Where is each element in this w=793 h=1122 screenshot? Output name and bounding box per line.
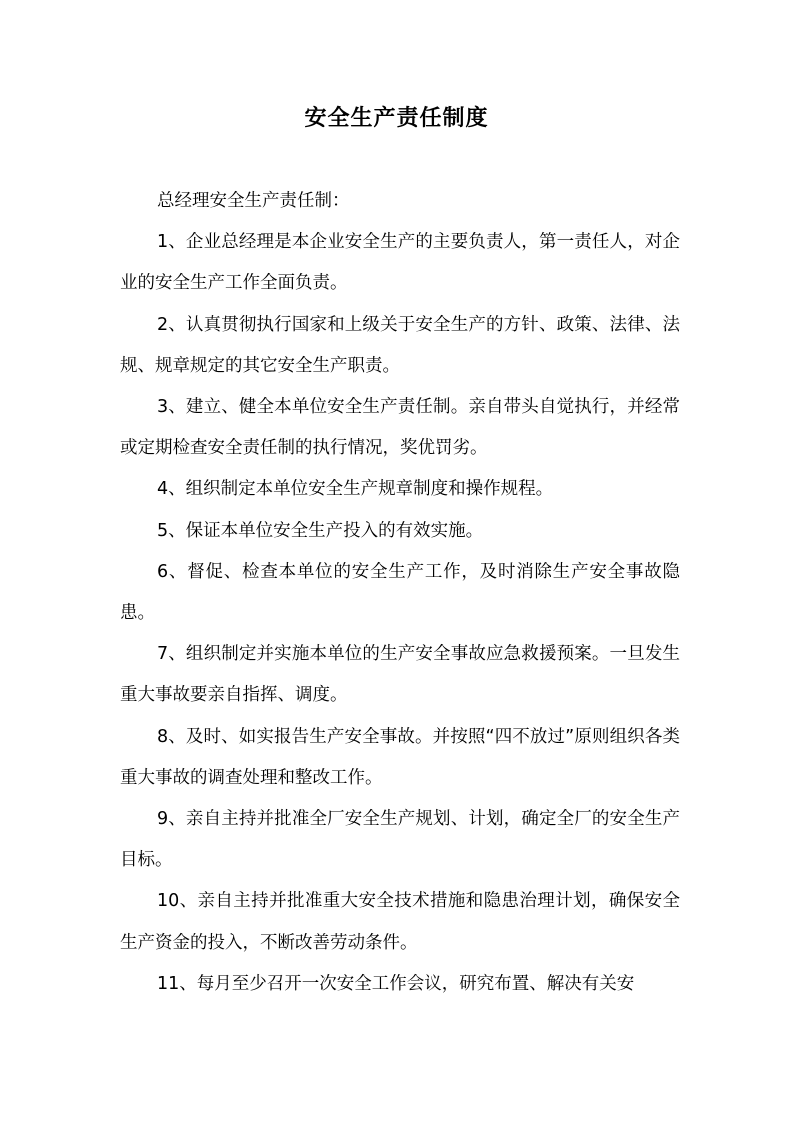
- paragraph-item-11: 11、每月至少召开一次安全工作会议，研究布置、解决有关安: [157, 973, 635, 994]
- paragraph-item-7: 7、组织制定并实施本单位的生产安全事故应急救援预案。一旦发生重大事故要亲自指挥、调度。: [120, 644, 680, 706]
- paragraph-item-8: 8、及时、如实报告生产安全事故。并按照“四不放过”原则组织各类重大事故的调查处理和整改工作。: [120, 726, 680, 788]
- paragraph-item-2: 2、认真贯彻执行国家和上级关于安全生产的方针、政策、法律、法规、规章规定的其它安全生产职责。: [120, 314, 680, 376]
- document-body: [120, 181, 680, 1005]
- paragraph-item-6: 6、督促、检查本单位的安全生产工作，及时消除生产安全事故隐患。: [120, 561, 680, 624]
- paragraph-item-3: 3、建立、健全本单位安全生产责任制。亲自带头自觉执行，并经常或定期检查安全责任制的执行情况，奖优罚劣。: [120, 397, 680, 459]
- paragraph-item-5: 5、保证本单位安全生产投入的有效实施。: [157, 520, 484, 541]
- paragraph-item-10: 10、亲自主持并批准重大安全技术措施和隐患治理计划，确保安全生产资金的投入，不断改善劳动条件。: [120, 891, 680, 953]
- paragraph-item-9: 9、亲自主持并批准全厂安全生产规划、计划，确定全厂的安全生产目标。: [120, 809, 680, 871]
- paragraph-intro: 总经理安全生产责任制：: [157, 191, 350, 211]
- paragraph-item-1: 1、企业总经理是本企业安全生产的主要负责人，第一责任人，对企业的安全生产工作全面负责。: [120, 232, 680, 294]
- paragraph-item-4: 4、组织制定本单位安全生产规章制度和操作规程。: [157, 479, 554, 500]
- document-title: 安全生产责任制度: [304, 106, 489, 131]
